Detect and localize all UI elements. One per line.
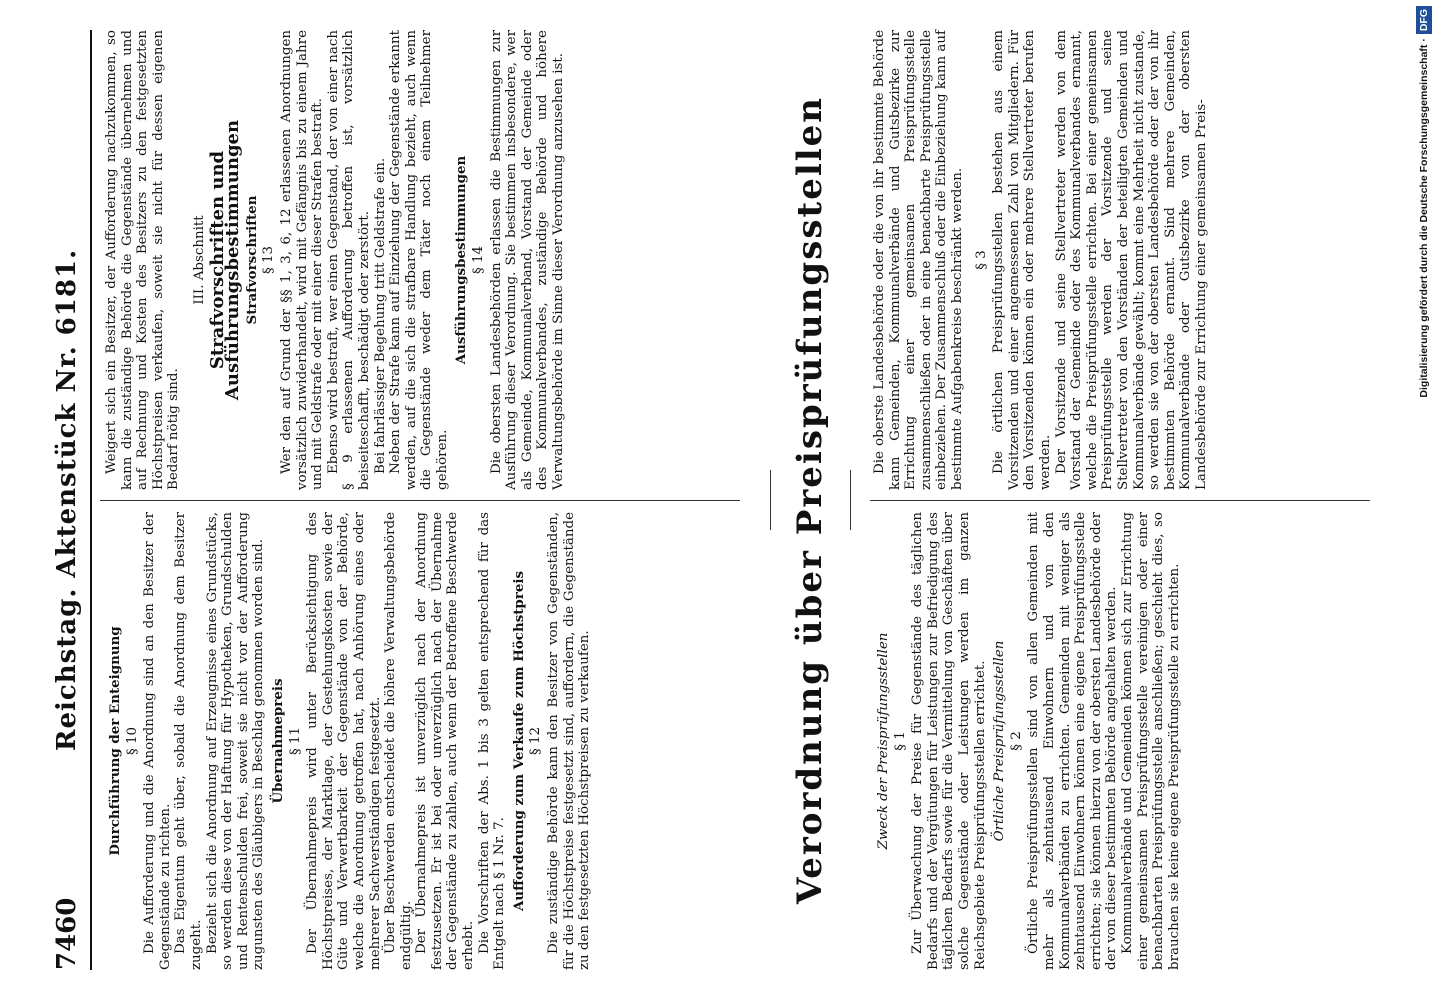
heading-uebernahmepreis: Übernahmepreis: [269, 678, 286, 804]
column-1: [104, 512, 593, 970]
paragraph: Der Übernahmepreis wird unter Berücksichtigung des Höchstpreises, der Marktlage, der Gestehungskosten sowie der Güte und Verwertbarkeit der Gegenstände von der Behörde, welche die Anordnung getroffen hat, nach Anhörung eines oder mehrerer Sachverständigen festgesetzt.: [305, 512, 383, 970]
heading-aufforderung: Aufforderung zum Verkaufe zum Höchstpreis: [510, 571, 527, 912]
paragraph: Örtliche Preisprüfungsstellen sind von allen Gemeinden mit mehr als zehntausend Einwohnern und von den Kommunalverbänden zu errichten. Gemeinden mit weniger als zehntausend Einwohnern können eine eigene Preisprüfungsstelle errichten; sie können hierzu von der obersten Landesbehörde oder der von dieser bestimmten Behörde angehalten werden.: [1026, 512, 1120, 970]
page-header-title: Reichstag. Aktenstück Nr. 6181.: [52, 248, 82, 752]
heading-ausfuehrungsbestimmungen: Ausführungsbestimmungen: [453, 155, 470, 365]
paragraph: Die obersten Landesbehörden erlassen die Bestimmungen zur Ausführung dieser Verordnung. Sie bestimmen insbesondere, wer als Gemeinde, Kommunalverband, Vorstand der Gemeinde oder des Kommunalverbandes, zuständige Behörde und höhere Verwaltungsbehörde im Sinne dieser Verordnung anzusehen ist.: [488, 30, 567, 490]
column-divider: [100, 500, 740, 501]
section-1: § 1: [892, 731, 908, 751]
paragraph: Ebenso wird bestraft, wer einen Gegenstand, der von einer nach § 9 erlassenen Aufforderung betroffen ist, vorsätzlich beiseiteschafft, beschädigt oder zerstört.: [325, 30, 372, 490]
paragraph: Kommunalverbände und Gemeinden können sich zur Errichtung einer gemeinsamen Preisprüfungsstelle vereinigen oder einer benachbarten Preisprüfungsstelle anschließen; geschieht dies, so brauchen sie keine eigene Preisprüfungsstelle zu errichten.: [1119, 512, 1182, 970]
paragraph: Der Übernahmepreis ist unverzüglich nach der Anordnung festzusetzen. Er ist bei oder unverzüglich nach der Übernahme der Gegenstände zu zahlen, auch wenn der Betroffene Beschwerde erhebt.: [414, 512, 477, 970]
column-3: [872, 512, 1182, 970]
paragraph: Die Vorschriften der Abs. 1 bis 3 gelten entsprechend für das Entgelt nach § 1 Nr. 7.: [476, 512, 508, 970]
paragraph: Neben der Strafe kann auf Einziehung der Gegenstände erkannt werden, auf die sich die strafbare Handlung bezieht, auch wenn die Gegenstände weder dem Täter noch einem Teilnehmer gehören.: [388, 30, 450, 490]
paragraph: Der Vorsitzende und seine Stellvertreter werden von dem Vorstand der Gemeinde oder des Kommunalverbandes ernannt, welche die Preisprüfungsstelle errichten. Bei einer gemeinsamen Preisprüfungsstelle werden der Vorsitzende und seine Stellvertreter von den Vorständen der beteiligten Gemeinden und Kommunalverbände gewählt; kommt eine Mehrheit nicht zustande, so werden sie von der obersten Landesbehörde oder der von ihr bestimmten Behörde ernannt. Sind mehrere Gemeinden, Kommunalverbände oder Gutsbezirke von der obersten Landesbehörde zur Errichtung einer gemeinsamen Preis-: [1053, 30, 1209, 490]
main-title: Verordnung über Preisprüfungsstellen: [790, 95, 830, 905]
paragraph: Die zuständige Behörde kann den Besitzer von Gegenständen, für die Höchstpreise festgesetzt sind, auffordern, die Gegenstände zu den festgesetzten Höchstpreisen zu verkaufen.: [546, 512, 593, 970]
paragraph: Bezieht sich die Anordnung auf Erzeugnisse eines Grundstücks, so werden diese von der Haftung für Hypotheken, Grundschulden und Rentenschulden frei, soweit sie nicht vor der Aufforderung zugunsten des Gläubigers in Beschlag genommen worden sind.: [204, 512, 267, 970]
section-11: § 11: [287, 727, 303, 755]
section-10: § 10: [124, 727, 140, 755]
page-header: [46, 30, 92, 970]
digitization-note: [1416, 6, 1432, 996]
section-12: § 12: [528, 727, 544, 755]
section-13: § 13: [261, 246, 277, 274]
heading-strafvorschriften: Strafvorschriften: [243, 195, 260, 325]
paragraph: Bei fahrlässiger Begehung tritt Geldstrafe ein.: [372, 157, 388, 474]
column-2: [104, 30, 567, 490]
section-3: § 3: [973, 250, 989, 270]
page-number: 7460: [52, 897, 82, 970]
dfg-logo: DFG: [1416, 6, 1432, 34]
paragraph: Über Beschwerden entscheidet die höhere Verwaltungsbehörde endgültig.: [383, 512, 414, 970]
paragraph: Zur Überwachung der Preise für Gegenstände des täglichen Bedarfs und der Vergütungen für Leistungen zur Befriedigung des täglichen Bedarfs sowie für die Vermittelung von Geschäften über solche Gegenstände oder Leistungen werden im ganzen Reichsgebiete Preisprüfungsstellen errichtet.: [910, 512, 988, 970]
heading-zweck: Zweck der Preisprüfungsstellen: [876, 632, 891, 850]
section-2: § 2: [1008, 731, 1024, 751]
heading-oertliche-preispruefungsstellen: Örtliche Preisprüfungsstellen: [992, 640, 1008, 842]
heading-durchfuehrung: Durchführung der Enteignung: [107, 626, 123, 856]
column-4: [872, 30, 1209, 490]
paragraph: Die Aufforderung und die Anordnung sind an den Besitzer der Gegenstände zu richten.: [142, 512, 173, 970]
digitization-note-text: Digitalisierung gefördert durch die Deutsche Forschungsgemeinschaft ·: [1418, 38, 1430, 398]
abschnitt-label: III. Abschnitt: [191, 215, 207, 305]
paragraph: Wer den auf Grund der §§ 1, 3, 6, 12 erlassenen Anordnungen vorsätzlich zuwiderhandelt, wird mit Gefängnis bis zu einem Jahre und mit Geldstrafe oder mit einer dieser Strafen bestraft.: [278, 30, 326, 490]
separator-rule: [770, 470, 771, 530]
section-14: § 14: [471, 246, 487, 274]
paragraph: Die oberste Landesbehörde oder die von ihr bestimmte Behörde kann Gemeinden, Kommunalverbände und Gutsbezirke zur Errichtung einer gemeinsamen Preisprüfungsstelle zusammenschließen oder in eine benachbarte Preisprüfungsstelle einbeziehen. Der Zusammenschluß oder die Einbeziehung kann auf bestimmte Aufgabenkreise beschränkt werden.: [872, 30, 965, 490]
paragraph: Weigert sich ein Besitzer, der Aufforderung nachzukommen, so kann die zuständige Behörde die Gegenstände übernehmen und auf Rechnung und Kosten des Besitzers zu den festgesetzten Höchstpreisen verkaufen, soweit sie nicht für dessen eigenen Bedarf nötig sind.: [104, 30, 182, 490]
paragraph: Die örtlichen Preisprüfungsstellen bestehen aus einem Vorsitzenden und einer angemessenen Zahl von Mitgliedern. Für den Vorsitzenden können ein oder mehrere Stellvertreter berufen werden.: [991, 30, 1053, 490]
column-divider: [870, 500, 1370, 501]
abschnitt-title: Strafvorschriften und Ausführungsbestimmungen: [206, 119, 244, 401]
paragraph: Das Eigentum geht über, sobald die Anordnung dem Besitzer zugeht.: [173, 512, 204, 970]
separator-rule: [850, 470, 851, 530]
